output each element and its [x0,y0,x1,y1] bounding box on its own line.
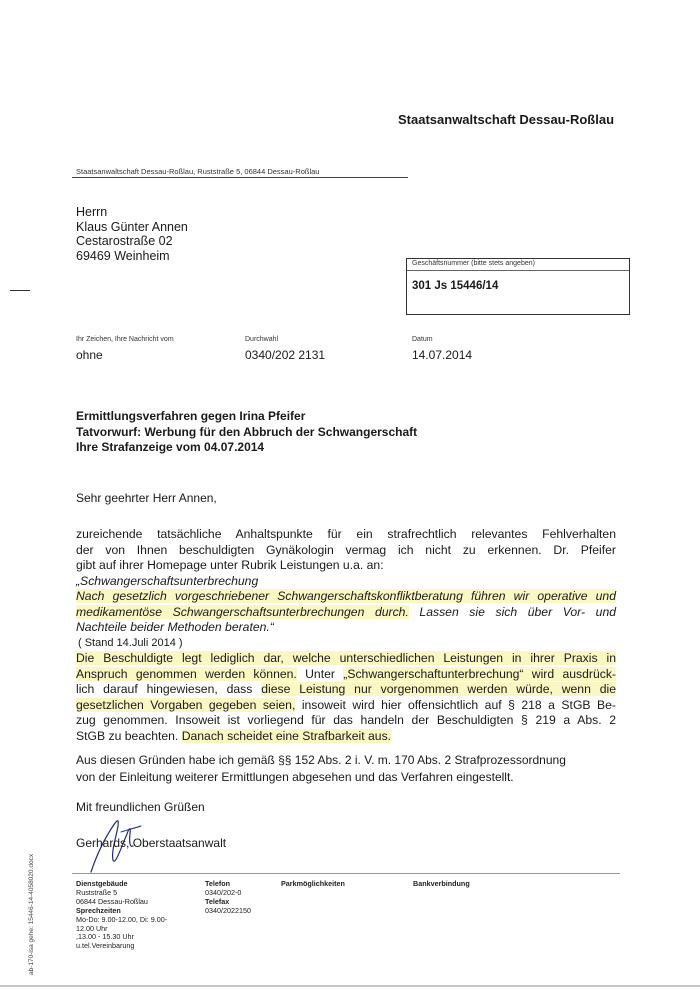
quote-text: Lassen sie sich über Vor- und [408,604,616,619]
footer-fax-label: Telefax [205,896,230,906]
highlighted-text: diese Leistung nur vorgenommen werden würde, wenn die [261,682,616,696]
footer-fax-value: 0340/2022150 [205,905,251,915]
footer-bank-label: Bankverbindung [413,879,470,888]
subject-line-1: Ermittlungsverfahren gegen Irina Pfeifer [76,409,306,423]
reference-label: Geschäftsnummer (bitte stets angeben) [412,260,535,267]
quote-line [76,605,616,621]
signer-name: Gerhards, Oberstaatsanwalt [76,836,227,850]
reference-number: 301 Js 15446/14 [412,280,499,292]
footer-phone-value: 0340/202-0 [205,887,242,897]
stand-date: ( Stand 14.Juli 2014 ) [78,636,183,649]
letter-body [76,527,616,744]
body-text: lich darauf hingewiesen, dass [76,682,262,696]
quote-line: Nachteile beider Methoden beraten.“ [76,620,274,634]
footer-building-label: Dienstgebäude [76,879,128,888]
footer-hours-line: 12.00 Uhr [76,923,108,933]
highlighted-text: medikamentöse Schwangerschaftsunterbrechungen durch. [76,604,409,619]
highlighted-text: „Schwangerschaftunterbrechung“ wird ausdrück- [343,666,616,681]
subject-line-2: Tatvorwurf: Werbung für den Abbruch der Schwangerschaft [76,424,418,439]
footer-bank [413,880,470,889]
recipient-salutation: Herrn [76,205,108,219]
body-text: Unter [296,666,344,681]
footer-phone [205,880,251,916]
body-line: zureichende tatsächliche Anhaltspunkte für ein strafrechtlich relevantes Fehlverhalten [76,527,616,541]
footer-parking [281,880,345,889]
body-line [76,682,616,698]
footer-hours-line: ,13.00 - 15.30 Uhr [76,932,134,942]
highlighted-text: Anspruch genommen werden können. [76,666,297,681]
footer-hours-label: Sprechzeiten [76,905,121,915]
phone-ext-label: Durchwahl [245,336,279,343]
highlighted-text: Danach scheidet eine Strafbarkeit aus. [181,728,392,743]
return-address-divider [72,177,408,178]
greeting: Mit freundlichen Grüßen [76,800,205,814]
highlighted-text: Die Beschuldigte legt lediglich dar, welche unterschiedlichen Leistungen in ihrer Praxis in [76,651,616,665]
body-text: insoweit wird hier offensichtlich auf § 218 a StGB Be- [295,697,616,712]
return-address: Staatsanwaltschaft Dessau-Roßlau, Ruststraße 5, 06844 Dessau-Roßlau [76,167,320,176]
highlighted-text: gesetzlichen Vorgaben gegeben seien, [76,697,296,712]
your-ref-label: Ihr Zeichen, Ihre Nachricht vom [76,336,174,343]
subject-block [76,409,417,456]
body-line [76,667,616,683]
recipient-name: Klaus Günter Annen [76,219,188,234]
body-line: gibt auf ihrer Homepage unter Rubrik Leistungen u.a. an: [76,558,384,572]
recipient-address [76,205,188,263]
highlighted-text: Nach gesetzlich vorgeschriebener Schwangerschaftskonfliktberatung führen wir operative und [76,589,616,603]
body-line [76,729,616,745]
reference-box-divider [407,270,629,271]
recipient-street: Cestarostraße 02 [76,234,173,248]
scan-edge [0,985,700,987]
salutation: Sehr geehrter Herr Annen, [76,491,217,505]
body-line: zug genommen. Insoweit ist vorliegend für das handeln der Beschuldigten § 219 a Abs. 2 [76,713,616,727]
quote-line [76,589,616,605]
reference-box [406,258,630,315]
footer-divider [72,873,620,874]
quote-line: „Schwangerschaftsunterbrechung [76,573,259,588]
footer-phone-label: Telefon [205,879,231,888]
your-ref-value: ohne [76,348,103,362]
fold-mark [10,290,30,291]
footer-building [76,880,167,951]
recipient-city: 69469 Weinheim [76,248,170,263]
footer-parking-label: Parkmöglichkeiten [281,879,345,888]
body-line: der von Ihnen beschuldigten Gynäkologin vermag ich nicht zu erkennen. Dr. Pfeifer [76,542,616,557]
document-id-side-text: ab-170-isa gehe: 15446-14-4058020.docx [28,853,35,975]
footer-building-street: Ruststraße 5 [76,887,118,897]
subject-line-3: Ihre Strafanzeige vom 04.07.2014 [76,440,265,454]
closing-line: Aus diesen Gründen habe ich gemäß §§ 152 Abs. 2 i. V. m. 170 Abs. 2 Strafprozessordnung [76,753,566,767]
date-value: 14.07.2014 [412,348,473,362]
body-line [76,698,616,714]
footer-hours-line: u.tel.Vereinbarung [76,941,135,951]
body-line [76,651,616,667]
closing-paragraph [76,752,616,786]
closing-line: von der Einleitung weiterer Ermittlungen abgesehen und das Verfahren eingestellt. [76,770,514,784]
phone-ext-value: 0340/202 2131 [245,348,326,362]
footer-building-city: 06844 Dessau-Roßlau [76,896,148,906]
authority-heading: Staatsanwaltschaft Dessau-Roßlau [398,112,615,127]
date-label: Datum [412,336,433,343]
footer-hours-line: Mo-Do: 9.00-12.00, Di: 9.00- [76,914,168,924]
body-text: StGB zu beachten. [76,728,182,743]
